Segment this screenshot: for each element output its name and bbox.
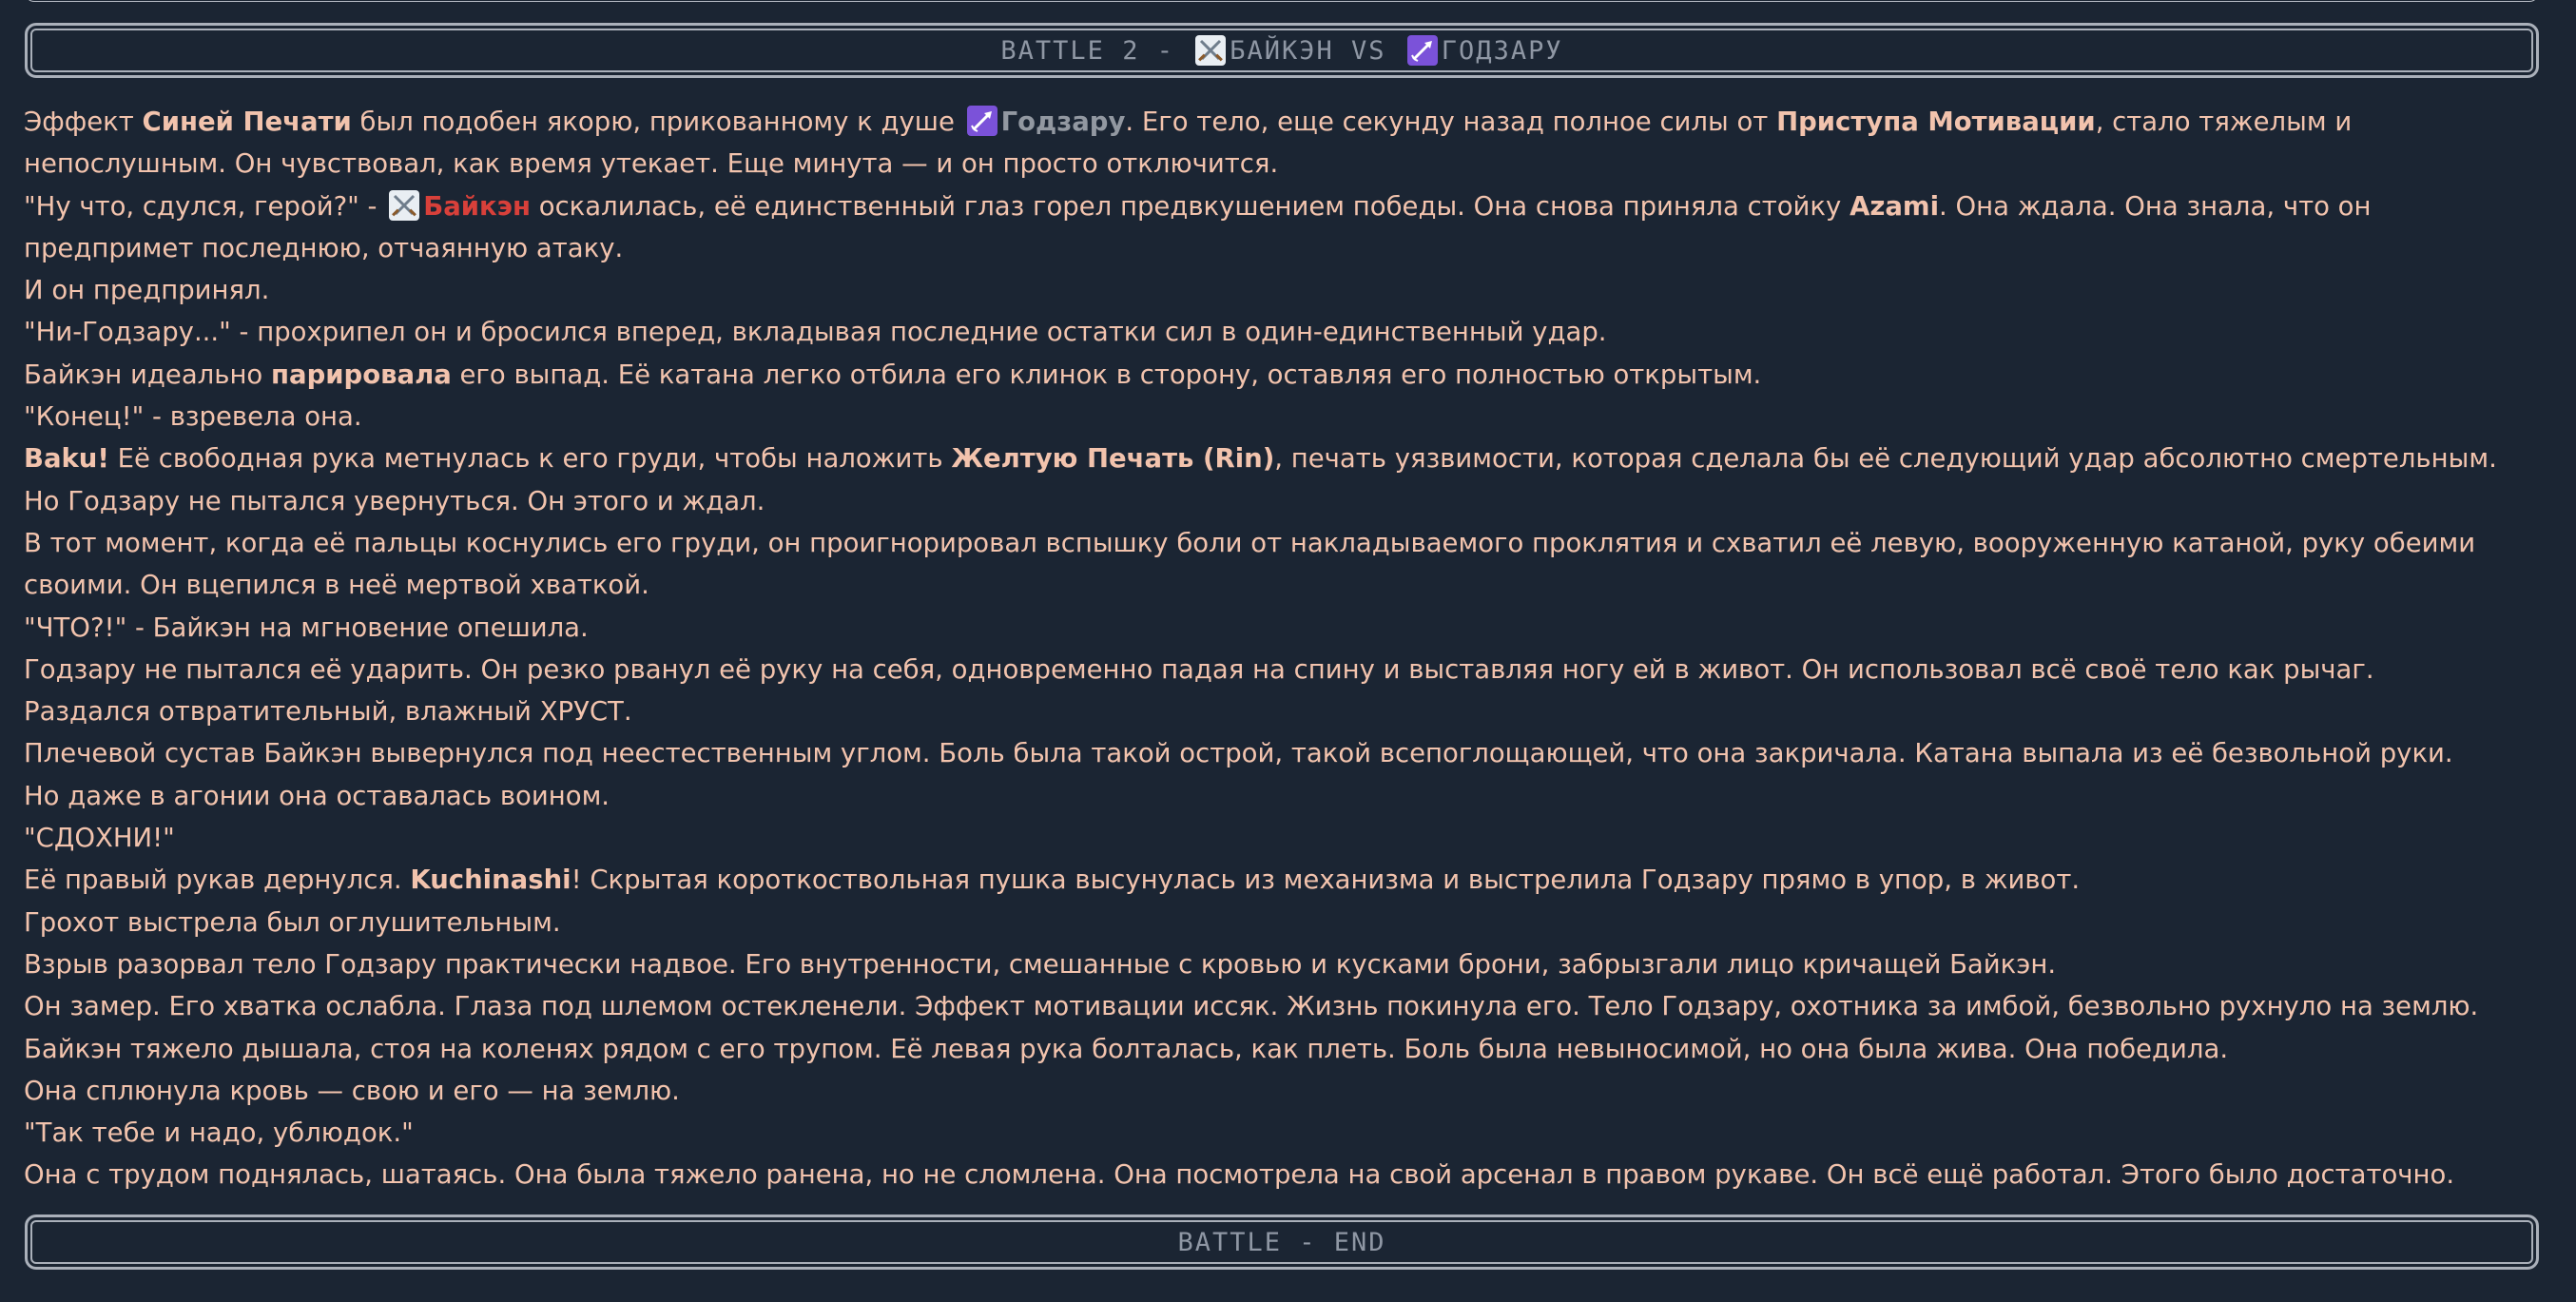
kuchinashi-term: Kuchinashi [410,865,571,896]
fighter-a-name: БАЙКЭН [1230,35,1334,66]
story-paragraph-2: "Ну что, сдулся, герой?" - Байкэн оскалилась, её единственный глаз горел предвкушением победы. Она снова приняла стойку Azami. Она ждала. Она знала, что он предпримет последнюю, отчаянную атаку. [24,190,2372,263]
story-paragraph-6: "Конец!" - взревела она. [24,401,362,433]
battle-end-banner: BATTLE - END [25,1215,2539,1270]
story-paragraph-8: Но Годзару не пытался увернуться. Он этого и ждал. [24,485,765,516]
story-paragraph-23: Она с трудом поднялась, шатаясь. Она была тяжело ранена, но не сломлена. Она посмотрела на свой арсенал в правом рукаве. Он всё ещё работал. Этого было достаточно. [24,1159,2455,1191]
baku-term: Baku! [24,443,109,475]
bow-and-arrow-icon [967,106,997,136]
story-paragraph-19: Он замер. Его хватка ослабла. Глаза под шлемом остекленели. Эффект мотивации иссяк. Жизнь покинула его. Тело Годзару, охотника за имбой, безвольно рухнуло на землю. [24,991,2479,1022]
story-paragraph-22: "Так тебе и надо, ублюдок." [24,1117,414,1149]
banner-prefix: BATTLE 2 - [1000,35,1192,66]
story-paragraph-14: Но даже в агонии она оставалась воином. [24,780,610,811]
crossed-swords-icon [1195,35,1226,66]
vs-label: VS [1333,35,1404,66]
story-paragraph-16: Её правый рукав дернулся. Kuchinashi! Скрытая короткоствольная пушка высунулась из механизма и выстрелила Годзару прямо в упор, в живот. [24,865,2081,896]
godzaru-name: Годзару [1000,107,1126,137]
story-paragraph-10: "ЧТО?!" - Байкэн на мгновение опешила. [24,612,589,643]
story-paragraph-3: И он предпринял. [24,275,270,306]
battle-banner [25,23,2539,78]
story-paragraph-21: Она сплюнула кровь — свою и его — на землю. [24,1075,680,1106]
story-paragraph-18: Взрыв разорвал тело Годзару практически надвое. Его внутренности, смешанные с кровью и кусками брони, забрызгали лицо кричащей Байкэн. [24,948,2057,980]
parry-term: парировала [271,359,452,390]
azami-term: Azami [1850,190,1939,222]
story-paragraph-5: Байкэн идеально парировала его выпад. Её катана легко отбила его клинок в сторону, оставляя его полностью открытым. [24,359,1762,390]
baiken-name: Байкэн [423,190,531,222]
story-paragraph-15: "СДОХНИ!" [24,823,175,854]
fighter-b-name: ГОДЗАРУ [1441,35,1563,66]
story-paragraph-11: Годзару не пытался её ударить. Он резко рванул её руку на себя, одновременно падая на спину и выставляя ногу ей в живот. Он использовал всё своё тело как рычаг. [24,653,2374,685]
blue-seal-term: Синей Печати [142,107,352,137]
previous-block-edge [25,0,2539,2]
yellow-seal-term: Желтую Печать (Rin) [951,443,1275,475]
crossed-swords-icon [389,190,419,221]
story-paragraph-1: Эффект Синей Печати был подобен якорю, прикованному к душе Годзару. Его тело, еще секунду назад полное силы от Приступа Мотивации, стало тяжелым и непослушным. Он чувствовал, как время утекает. Еще минута — и он просто отключится. [24,107,2353,180]
story-paragraph-20: Байкэн тяжело дышала, стоя на коленях рядом с его трупом. Её левая рука болталась, как плеть. Боль была невыносимой, но она была жива. Она победила. [24,1033,2229,1064]
story-paragraph-12: Раздался отвратительный, влажный ХРУСТ. [24,696,632,728]
story-paragraph-13: Плечевой сустав Байкэн вывернулся под неестественным углом. Боль была такой острой, такой всепоглощающей, что она закричала. Катана выпала из её безвольной руки. [24,738,2453,769]
story-paragraph-4: "Ни-Годзару..." - прохрипел он и бросился вперед, вкладывая последние остатки сил в один-единственный удар. [24,317,1607,348]
motivation-term: Приступа Мотивации [1776,107,2096,137]
story-paragraph-17: Грохот выстрела был оглушительным. [24,906,561,938]
story-paragraph-9: В тот момент, когда её пальцы коснулись его груди, он проигнорировал вспышку боли от накладываемого проклятия и схватил её левую, вооруженную катаной, руку обеими своими. Он вцепился в неё мертвой хваткой. [24,527,2476,601]
bow-and-arrow-icon [1407,35,1438,66]
story-paragraph-7: Baku! Её свободная рука метнулась к его груди, чтобы наложить Желтую Печать (Rin), печать уязвимости, которая сделала бы её следующий удар абсолютно смертельным. [24,443,2497,475]
battle-story [24,101,2534,1196]
